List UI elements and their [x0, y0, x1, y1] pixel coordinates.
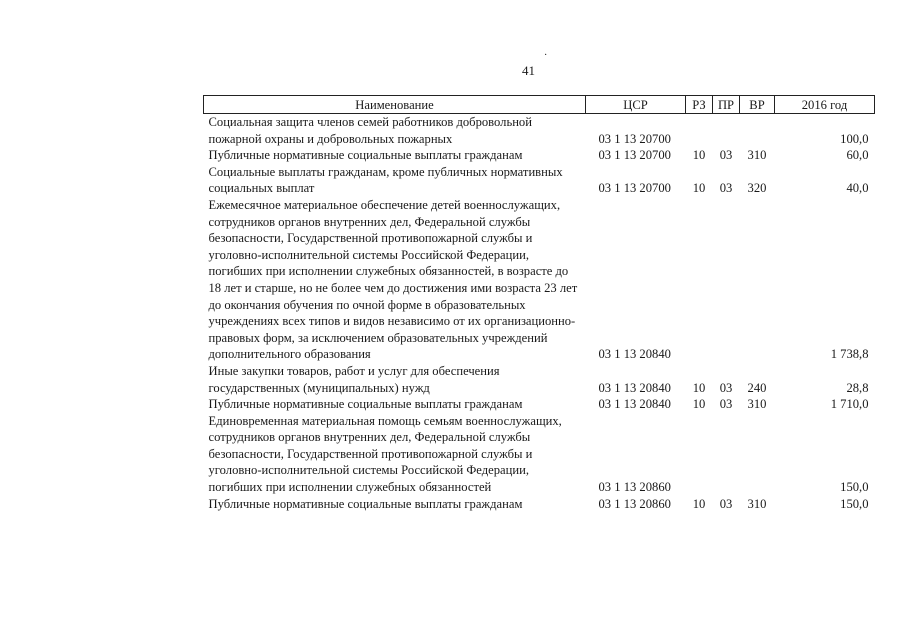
row-csr: 03 1 13 20840	[598, 347, 671, 362]
row-sum: 1 710,0	[830, 397, 869, 412]
row-sum: 40,0	[846, 181, 869, 196]
row-pr	[713, 114, 740, 148]
name-line: Публичные нормативные социальные выплаты гражданам	[208, 496, 523, 511]
row-vr: 310	[747, 496, 767, 511]
row-rz: 10	[692, 380, 706, 395]
name-line: Единовременная материальная помощь семьям военнослужащих,	[208, 413, 562, 428]
name-line: Публичные нормативные социальные выплаты гражданам	[208, 397, 523, 412]
name-line: пожарной охраны и добровольных пожарных	[208, 131, 453, 146]
row-vr: 240	[747, 380, 767, 395]
name-line: 18 лет и старше, но не более чем до достижения ими возраста 23 лет	[208, 280, 578, 295]
table-row	[204, 413, 875, 496]
name-line: учреждениях всех типов и видов независимо от их организационно-	[208, 314, 576, 329]
table-row	[204, 147, 875, 164]
row-rz: 10	[692, 181, 706, 196]
table-row	[204, 197, 875, 363]
name-line: уголовно-исполнительной системы Российской Федерации,	[208, 247, 529, 262]
row-sum: 150,0	[840, 480, 869, 495]
name-line: погибших при исполнении служебных обязанностей, в возрасте до	[208, 264, 569, 279]
row-name	[204, 496, 586, 513]
table-row	[204, 496, 875, 513]
row-csr: 03 1 13 20700	[598, 181, 671, 196]
row-vr	[740, 114, 775, 148]
row-rz: 10	[692, 148, 706, 163]
row-csr: 03 1 13 20840	[598, 397, 671, 412]
name-line: безопасности, Государственной противопожарной службы и	[208, 231, 533, 246]
row-name	[204, 147, 586, 164]
name-line: Социальная защита членов семей работников добровольной	[208, 115, 532, 129]
name-line: государственных (муниципальных) нужд	[208, 380, 430, 395]
row-name	[204, 396, 586, 413]
header-name: Наименование	[204, 96, 586, 114]
row-vr: 310	[747, 148, 767, 163]
name-line: безопасности, Государственной противопожарной службы и	[208, 446, 533, 461]
table-row	[204, 396, 875, 413]
row-pr: 03	[719, 496, 733, 511]
row-sum: 100,0	[840, 131, 869, 146]
budget-table	[203, 95, 875, 512]
table-row	[204, 164, 875, 197]
table-header	[204, 96, 875, 114]
row-pr	[713, 413, 740, 496]
header-pr: ПР	[713, 96, 740, 114]
row-rz	[686, 413, 713, 496]
row-pr	[713, 197, 740, 363]
row-csr: 03 1 13 20700	[598, 148, 671, 163]
name-line: Иные закупки товаров, работ и услуг для обеспечения	[208, 363, 500, 378]
table-body	[204, 114, 875, 513]
row-rz: 10	[692, 496, 706, 511]
name-line: дополнительного образования	[208, 347, 371, 362]
name-line: сотрудников органов внутренних дел, Федеральной службы	[208, 214, 531, 229]
header-sum: 2016 год	[775, 96, 875, 114]
row-sum: 150,0	[840, 496, 869, 511]
row-vr: 310	[747, 397, 767, 412]
row-sum: 1 738,8	[830, 347, 869, 362]
row-name	[204, 197, 586, 363]
name-line: социальных выплат	[208, 181, 315, 196]
row-rz	[686, 197, 713, 363]
name-line: Публичные нормативные социальные выплаты гражданам	[208, 148, 523, 163]
row-name	[204, 164, 586, 197]
row-vr	[740, 413, 775, 496]
row-rz: 10	[692, 397, 706, 412]
row-pr: 03	[719, 148, 733, 163]
row-csr: 03 1 13 20860	[598, 480, 671, 495]
name-line: Социальные выплаты гражданам, кроме публичных нормативных	[208, 164, 563, 179]
header-row	[204, 96, 875, 114]
table-row	[204, 363, 875, 396]
name-line: правовых форм, за исключением образовательных учреждений	[208, 330, 548, 345]
row-csr: 03 1 13 20700	[598, 131, 671, 146]
row-csr: 03 1 13 20860	[598, 496, 671, 511]
header-vr: ВР	[740, 96, 775, 114]
row-sum: 28,8	[846, 380, 869, 395]
name-line: сотрудников органов внутренних дел, Федеральной службы	[208, 430, 531, 445]
row-name	[204, 413, 586, 496]
row-rz	[686, 114, 713, 148]
row-name	[204, 363, 586, 396]
row-pr: 03	[719, 380, 733, 395]
page-number: 41	[522, 63, 535, 78]
header-rz: РЗ	[686, 96, 713, 114]
row-vr	[740, 197, 775, 363]
table-row	[204, 114, 875, 148]
name-line: погибших при исполнении служебных обязанностей	[208, 480, 492, 495]
name-line: уголовно-исполнительной системы Российской Федерации,	[208, 463, 529, 478]
row-name	[204, 114, 586, 148]
name-line: Ежемесячное материальное обеспечение детей военнослужащих,	[208, 197, 561, 212]
row-csr: 03 1 13 20840	[598, 380, 671, 395]
name-line: до окончания обучения по очной форме в образовательных	[208, 297, 526, 312]
row-pr: 03	[719, 397, 733, 412]
row-sum: 60,0	[846, 148, 869, 163]
header-csr: ЦСР	[586, 96, 686, 114]
page-mark: ·	[544, 50, 548, 61]
row-vr: 320	[747, 181, 767, 196]
row-pr: 03	[719, 181, 733, 196]
